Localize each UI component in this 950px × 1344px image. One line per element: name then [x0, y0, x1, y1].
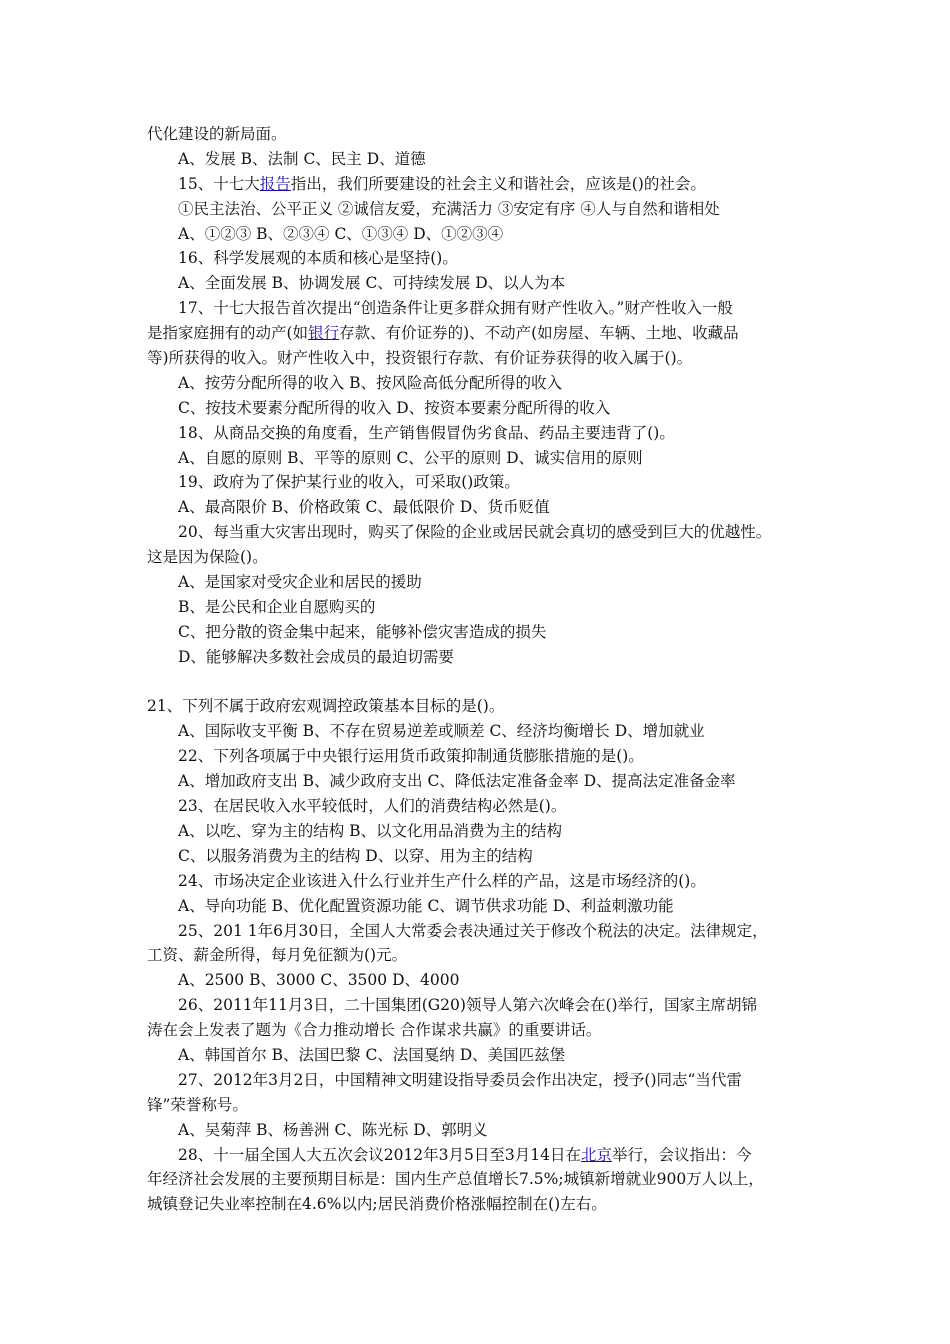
answer-options: A、①②③ B、②③④ C、①③④ D、①②③④: [178, 224, 504, 243]
blank-line: [147, 670, 811, 695]
question-20: 20、每当重大灾害出现时，购买了保险的企业或居民就会真切的感受到巨大的优越性。: [178, 523, 772, 542]
answer-options: A、最高限价 B、价格政策 C、最低限价 D、货币贬值: [178, 498, 550, 517]
question-26: 26、2011年11月3日，二十国集团(G20)领导人第六次峰会在()举行，国家主席胡锦: [178, 996, 758, 1015]
answer-options: A、韩国首尔 B、法国巴黎 C、法国戛纳 D、美国匹兹堡: [178, 1045, 566, 1064]
text-line: 城镇登记失业率控制在4.6%以内;居民消费价格涨幅控制在()左右。: [147, 1195, 607, 1214]
answer-options: A、2500 B、3000 C、3500 D、4000: [178, 971, 460, 990]
question-24: 24、市场决定企业该进入什么行业并生产什么样的产品，这是市场经济的()。: [178, 871, 706, 890]
answer-options: A、导向功能 B、优化配置资源功能 C、调节供求功能 D、利益刺激功能: [178, 896, 674, 915]
question-16: 16、科学发展观的本质和核心是坚持()。: [178, 249, 458, 268]
question-15: 15、十七大报告指出，我们所要建设的社会主义和谐社会，应该是()的社会。: [178, 174, 706, 193]
question-17: 17、十七大报告首次提出“创造条件让更多群众拥有财产性收入。”财产性收入一般: [178, 299, 733, 318]
beijing-link[interactable]: 北京: [580, 1145, 612, 1164]
question-22: 22、下列各项属于中央银行运用货币政策抑制通货膨胀措施的是()。: [178, 747, 644, 766]
answer-options: A、按劳分配所得的收入 B、按风险高低分配所得的收入: [178, 373, 563, 392]
text-line: 这是因为保险()。: [147, 548, 268, 567]
report-link[interactable]: 报告: [259, 174, 291, 193]
text-line: ①民主法治、公平正义 ②诚信友爱，充满活力 ③安定有序 ④人与自然和谐相处: [178, 199, 720, 218]
text-line: 涛在会上发表了题为《合力推动增长 合作谋求共赢》的重要讲话。: [147, 1021, 602, 1040]
answer-options: A、以吃、穿为主的结构 B、以文化用品消费为主的结构: [178, 821, 563, 840]
text-line: 等)所获得的收入。财产性收入中，投资银行存款、有价证券获得的收入属于()。: [147, 349, 693, 368]
question-19: 19、政府为了保护某行业的收入，可采取()政策。: [178, 473, 520, 492]
text-line: 锋”荣誉称号。: [147, 1095, 248, 1114]
answer-option: A、是国家对受灾企业和居民的援助: [178, 573, 422, 592]
question-25: 25、201 1年6月30日，全国人大常委会表决通过关于修改个税法的决定。法律规定，: [178, 921, 768, 940]
answer-options: A、发展 B、法制 C、民主 D、道德: [178, 149, 426, 168]
answer-option: D、能够解决多数社会成员的最迫切需要: [178, 647, 454, 666]
question-23: 23、在居民收入水平较低时，人们的消费结构必然是()。: [178, 797, 567, 816]
answer-option: B、是公民和企业自愿购买的: [178, 597, 376, 616]
answer-option: C、把分散的资金集中起来，能够补偿灾害造成的损失: [178, 622, 547, 641]
question-27: 27、2012年3月2日，中国精神文明建设指导委员会作出决定，授予()同志“当代雷: [178, 1070, 742, 1089]
answer-options: C、按技术要素分配所得的收入 D、按资本要素分配所得的收入: [178, 398, 611, 417]
answer-options: A、自愿的原则 B、平等的原则 C、公平的原则 D、诚实信用的原则: [178, 448, 643, 467]
question-21: 21、下列不属于政府宏观调控政策基本目标的是()。: [147, 697, 505, 716]
text-line: 工资、薪金所得，每月免征额为()元。: [147, 946, 408, 965]
answer-options: C、以服务消费为主的结构 D、以穿、用为主的结构: [178, 846, 533, 865]
answer-options: A、增加政府支出 B、减少政府支出 C、降低法定准备金率 D、提高法定准备金率: [178, 772, 736, 791]
document-body: [147, 122, 811, 1217]
answer-options: A、国际收支平衡 B、不存在贸易逆差或顺差 C、经济均衡增长 D、增加就业: [178, 722, 705, 741]
text-line: 年经济社会发展的主要预期目标是：国内生产总值增长7.5%;城镇新增就业900万人以上，: [147, 1170, 764, 1189]
question-18: 18、从商品交换的角度看，生产销售假冒伪劣食品、药品主要违背了()。: [178, 423, 675, 442]
bank-link[interactable]: 银行: [308, 324, 340, 343]
answer-options: A、吴菊萍 B、杨善洲 C、陈光标 D、郭明义: [178, 1120, 488, 1139]
question-28: 28、十一届全国人大五次会议2012年3月5日至3月14日在北京举行，会议指出：今: [178, 1145, 752, 1164]
answer-options: A、全面发展 B、协调发展 C、可持续发展 D、以人为本: [178, 274, 566, 293]
text-line: 代化建设的新局面。: [147, 125, 287, 143]
text-line: 是指家庭拥有的动产(如银行存款、有价证券的)、不动产(如房屋、车辆、土地、收藏品: [147, 324, 739, 343]
